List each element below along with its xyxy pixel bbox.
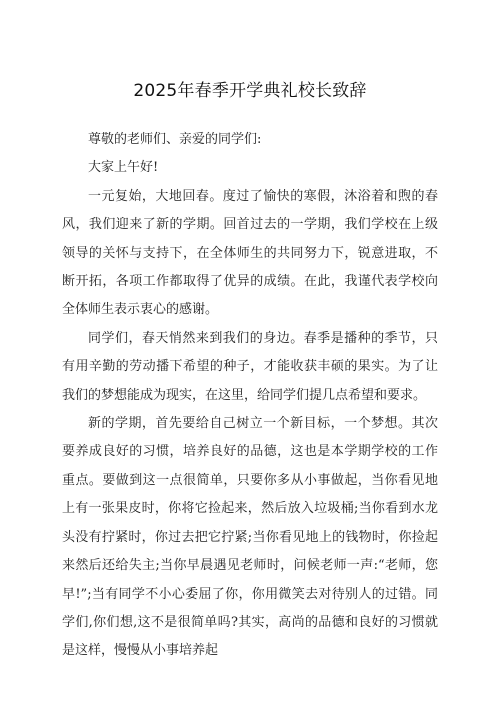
body-paragraph: 一元复始，大地回春。度过了愉快的寒假，沐浴着和煦的春风，我们迎来了新的学期。回首过去的一学期，我们学校在上级领导的关怀与支持下，在全体师生的共同努力下，锐意进取，不断开拓，各项工作都取得了优异的成绩。在此，我谨代表学校向全体师生表示衷心的感谢。 [62,188,438,318]
document-body [62,126,438,666]
body-paragraph: 同学们，春天悄然来到我们的身边。春季是播种的季节，只有用辛勤的劳动播下希望的种子，才能收获丰硕的果实。为了让我们的梦想能成为现实，在这里，给同学们提几点希望和要求。 [62,330,438,403]
body-paragraph: 新的学期，首先要给自己树立一个新目标，一个梦想。其次要养成良好的习惯，培养良好的品德，这也是本学期学校的工作重点。要做到这一点很简单，只要你多从小事做起，当你看见地上有一张果皮时，你将它捡起来，然后放入垃圾桶;当你看到水龙头没有拧紧时，你过去把它拧紧;当你看见地上的钱物时，你捡起来然后还给失主;当你早晨遇见老师时，问候老师一声:“老师，您早!”;当有同学不小心委屈了你，你用微笑去对待别人的过错。同学们,你们想,这不是很简单吗?其实，高尚的品德和良好的习惯就是这样，慢慢从小事培养起 [62,416,438,659]
salutation-paragraph: 尊敬的老师们、亲爱的同学们: [88,132,262,147]
document-title: 2025年春季开学典礼校长致辞 [133,81,367,101]
greeting-paragraph: 大家上午好! [88,160,159,176]
